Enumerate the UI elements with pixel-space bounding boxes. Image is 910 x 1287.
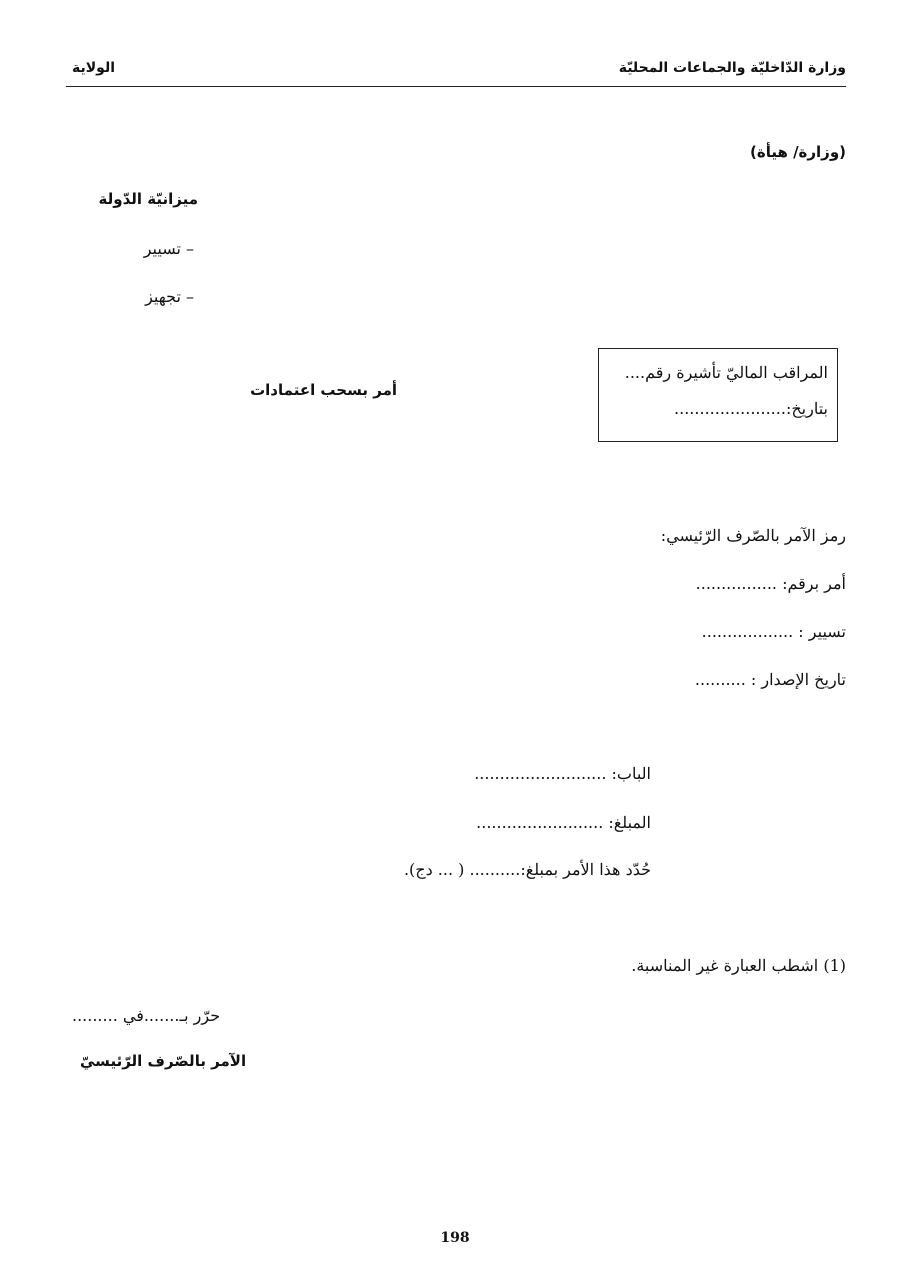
controller-visa-date: بتاريخ:...................... xyxy=(674,399,828,418)
page-number: 198 xyxy=(440,1230,470,1246)
ministry-body-label: (وزارة/ هيأة) xyxy=(749,143,846,161)
budget-item-operation: – تسيير xyxy=(143,239,194,258)
order-title: أمر بسحب اعتمادات xyxy=(250,381,397,399)
budget-item-equipment: – تجهيز xyxy=(145,287,194,306)
header-rule xyxy=(66,86,846,87)
amount-field: المبلغ: ......................... xyxy=(476,813,651,832)
header-ministry: وزارة الدّاخليّة والجماعات المحليّة xyxy=(618,60,846,76)
order-number: أمر برقم: ................ xyxy=(695,574,846,593)
budget-title: ميزانيّة الدّولة xyxy=(98,190,198,208)
authorizing-officer-signature: الآمر بالصّرف الرّئيسيّ xyxy=(80,1052,247,1070)
order-operation: تسيير : .................. xyxy=(701,622,846,641)
controller-visa-number: المراقب الماليّ تأشيرة رقم.... xyxy=(624,363,828,382)
footnote: (1) اشطب العبارة غير المناسبة. xyxy=(631,956,846,975)
chapter-field: الباب: .......................... xyxy=(474,764,651,783)
header-province: الولاية xyxy=(72,60,116,76)
made-at-field: حرّر بـ.......في ......... xyxy=(72,1006,221,1025)
order-issue-date: تاريخ الإصدار : .......... xyxy=(694,670,846,689)
fixed-amount-field: حُدّد هذا الأمر بمبلغ:.......... ( ... دج). xyxy=(403,860,651,879)
authorizing-officer-code: رمز الآمر بالصّرف الرّئيسي: xyxy=(660,526,846,545)
